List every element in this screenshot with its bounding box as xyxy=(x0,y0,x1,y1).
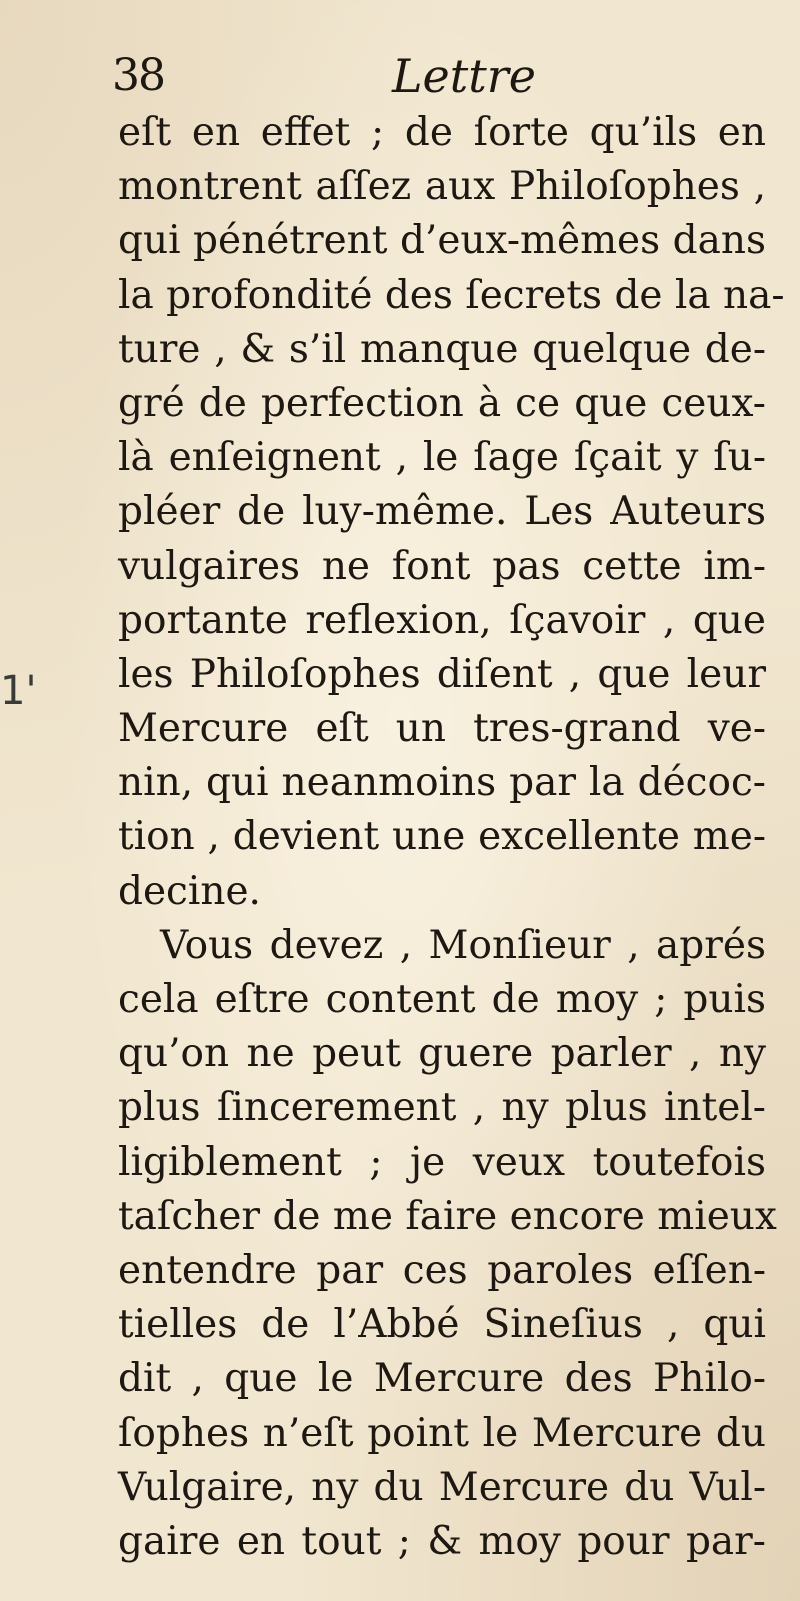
text-line: tion , devient une excellente me- xyxy=(118,814,766,860)
body-text xyxy=(118,106,785,1569)
text-line: pléer de luy-même. Les Auteurs xyxy=(118,489,766,535)
text-line: nin, qui neanmoins par la décoc- xyxy=(118,760,766,806)
text-line: qui pénétrent d’eux-mêmes dans xyxy=(118,218,766,264)
text-line: montrent aſſez aux Philoſophes , xyxy=(118,164,766,210)
text-line: là enſeignent , le ſage ſçait y ſu- xyxy=(118,435,766,481)
text-line: qu’on ne peut guere parler , ny xyxy=(118,1031,766,1077)
margin-annotation: 1' xyxy=(0,668,37,714)
text-line: ture , & s’il manque quelque de- xyxy=(118,326,766,372)
text-line: tielles de l’Abbé Sineſius , qui xyxy=(118,1302,766,1348)
text-line: la profondité des ſecrets de la na- xyxy=(118,272,785,318)
paragraph-end-line: decine. xyxy=(118,868,261,914)
text-line: taſcher de me faire encore mieux xyxy=(118,1193,777,1239)
text-line: ligiblement ; je veux toutefois xyxy=(118,1139,766,1185)
text-line: entendre par ces paroles eſſen- xyxy=(118,1247,766,1293)
text-line: gaire en tout ; & moy pour par- xyxy=(118,1518,766,1564)
text-line: Mercure eſt un tres-grand ve- xyxy=(118,706,766,752)
text-line: les Philoſophes diſent , que leur xyxy=(118,651,766,697)
paragraph-start-line: Vous devez , Monſieur , aprés xyxy=(160,922,766,968)
text-line: Vulgaire, ny du Mercure du Vul- xyxy=(118,1464,766,1510)
page-header xyxy=(112,46,672,106)
page-number: 38 xyxy=(112,50,164,101)
text-line: dit , que le Mercure des Philo- xyxy=(118,1356,766,1402)
text-line: vulgaires ne font pas cette im- xyxy=(118,543,766,589)
text-line: gré de perfection à ce que ceux- xyxy=(118,380,766,426)
text-line: eſt en effet ; de ſorte qu’ils en xyxy=(118,110,766,155)
text-line: plus ſincerement , ny plus intel- xyxy=(118,1085,766,1131)
text-line: portante reflexion, ſçavoir , que xyxy=(118,597,766,643)
text-line: cela eſtre content de moy ; puis xyxy=(118,977,766,1022)
running-title: Lettre xyxy=(392,49,536,103)
text-line: ſophes n’eſt point le Mercure du xyxy=(118,1410,766,1456)
